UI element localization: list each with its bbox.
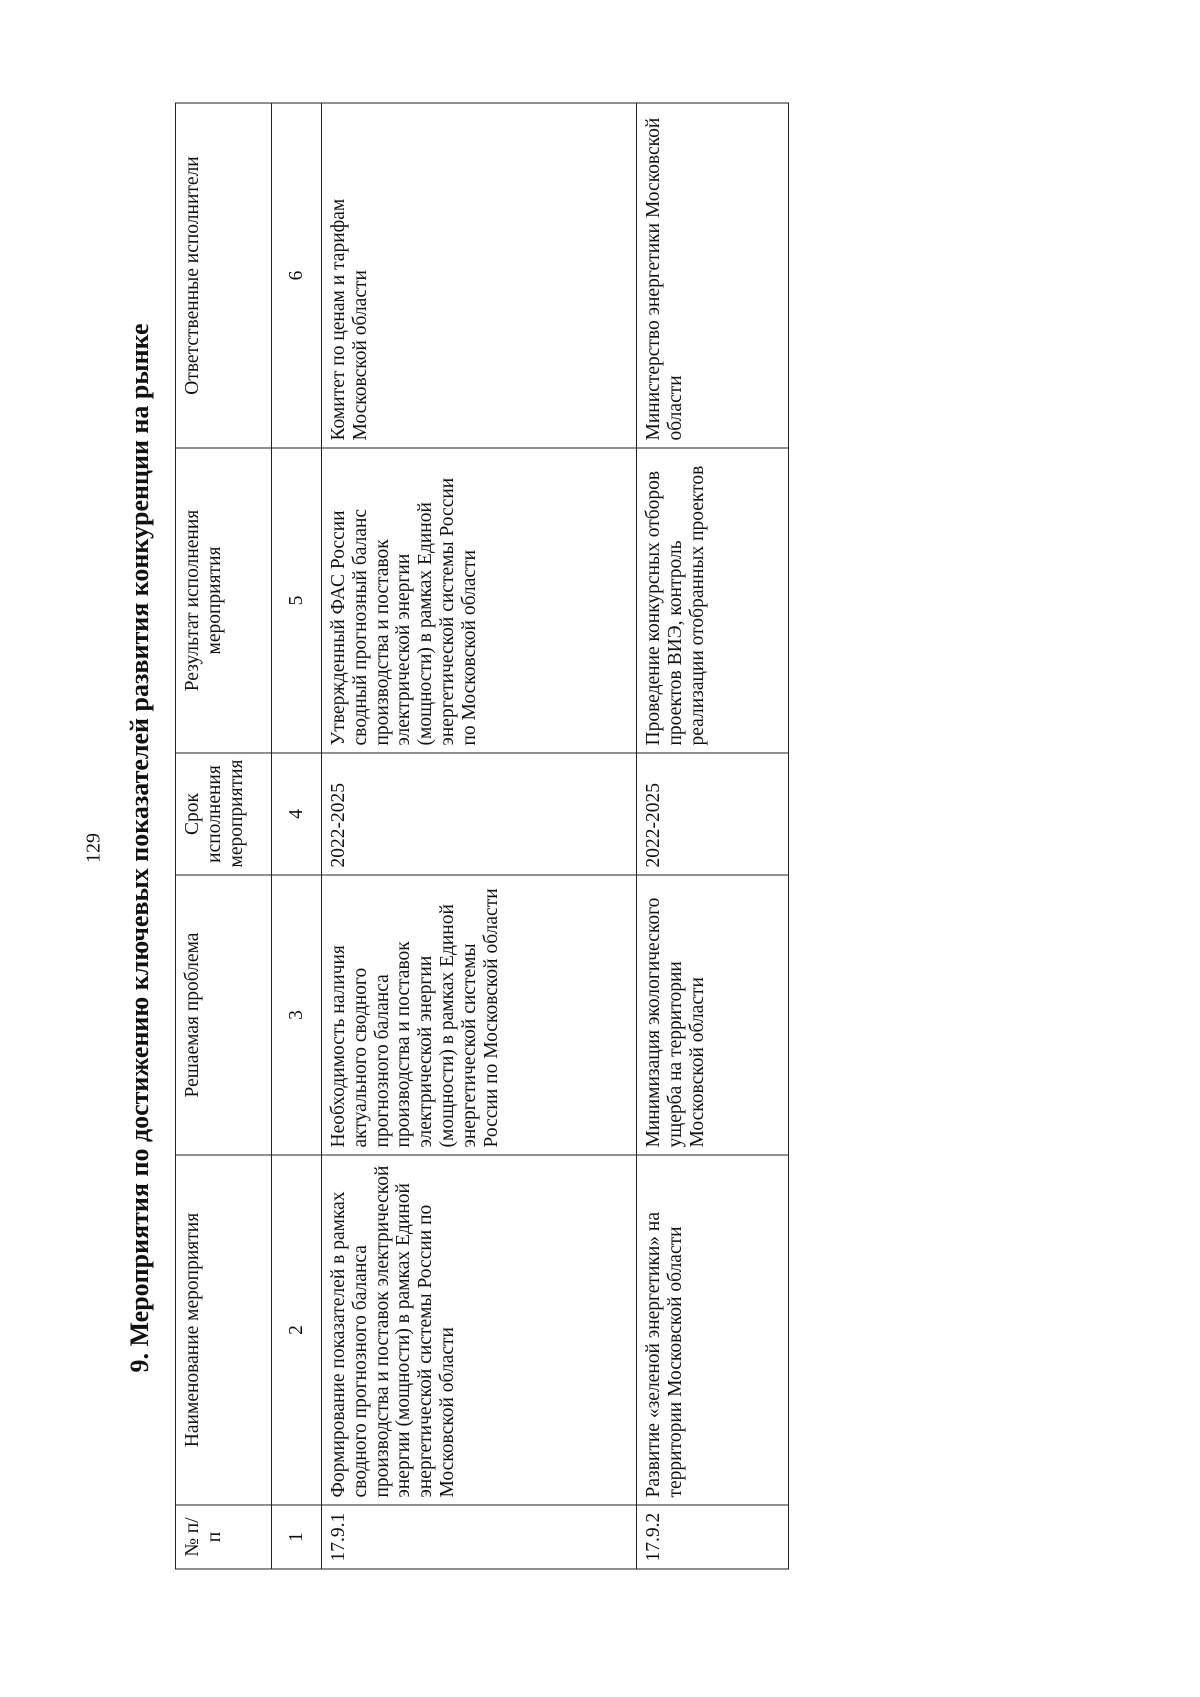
column-number: 3 — [272, 875, 322, 1155]
responsible-text: Комитет по ценам и тарифам Московской области — [322, 103, 637, 448]
row-number: 17.9.2 — [637, 1505, 789, 1569]
column-number: 6 — [272, 103, 322, 448]
column-number: 5 — [272, 448, 322, 753]
header-responsible: Ответственные исполнители — [176, 103, 272, 448]
measure-name: Развитие «зеленой энергетики» на территории Московской области — [637, 1155, 789, 1505]
result-text: Проведение конкурсных отборов проектов ВИЭ, контроль реализации отобранных проектов — [637, 448, 789, 753]
result-text: Утвержденный ФАС России сводный прогнозный баланс производства и поставок электрической энергии (мощности) в рамках Единой энергетической системы России по Московской области — [322, 448, 637, 753]
header-number: № п/п — [176, 1505, 272, 1569]
column-number-row — [272, 103, 322, 1569]
row-number: 17.9.1 — [322, 1505, 637, 1569]
measure-name: Формирование показателей в рамках сводного прогнозного баланса производства и поставок электрической энергии (мощности) в рамках Единой энергетической системы России по Московской области — [322, 1155, 637, 1505]
measures-table — [175, 103, 789, 1570]
column-number: 4 — [272, 753, 322, 875]
table-header-row — [176, 103, 272, 1569]
table-row — [322, 103, 637, 1569]
responsible-text: Министерство энергетики Московской области — [637, 103, 789, 448]
section-title: 9. Мероприятия по достижению ключевых показателей развития конкуренции на рынке — [125, 323, 154, 1373]
header-measure-name: Наименование мероприятия — [176, 1155, 272, 1505]
problem-text: Минимизация экологического ущерба на территории Московской области — [637, 875, 789, 1155]
column-number: 2 — [272, 1155, 322, 1505]
term-text: 2022-2025 — [637, 753, 789, 875]
page-number: 129 — [82, 833, 105, 863]
term-text: 2022-2025 — [322, 753, 637, 875]
column-number: 1 — [272, 1505, 322, 1569]
problem-text: Необходимость наличия актуального сводного прогнозного баланса производства и поставок электрической энергии (мощности) в рамках Единой энергетической системы России по Московской области — [322, 875, 637, 1155]
header-result: Результат исполнения мероприятия — [176, 448, 272, 753]
measures-table-container — [174, 102, 790, 1570]
table-row — [637, 103, 789, 1569]
header-problem: Решаемая проблема — [176, 875, 272, 1155]
header-term: Срок исполнения мероприятия — [176, 753, 272, 875]
